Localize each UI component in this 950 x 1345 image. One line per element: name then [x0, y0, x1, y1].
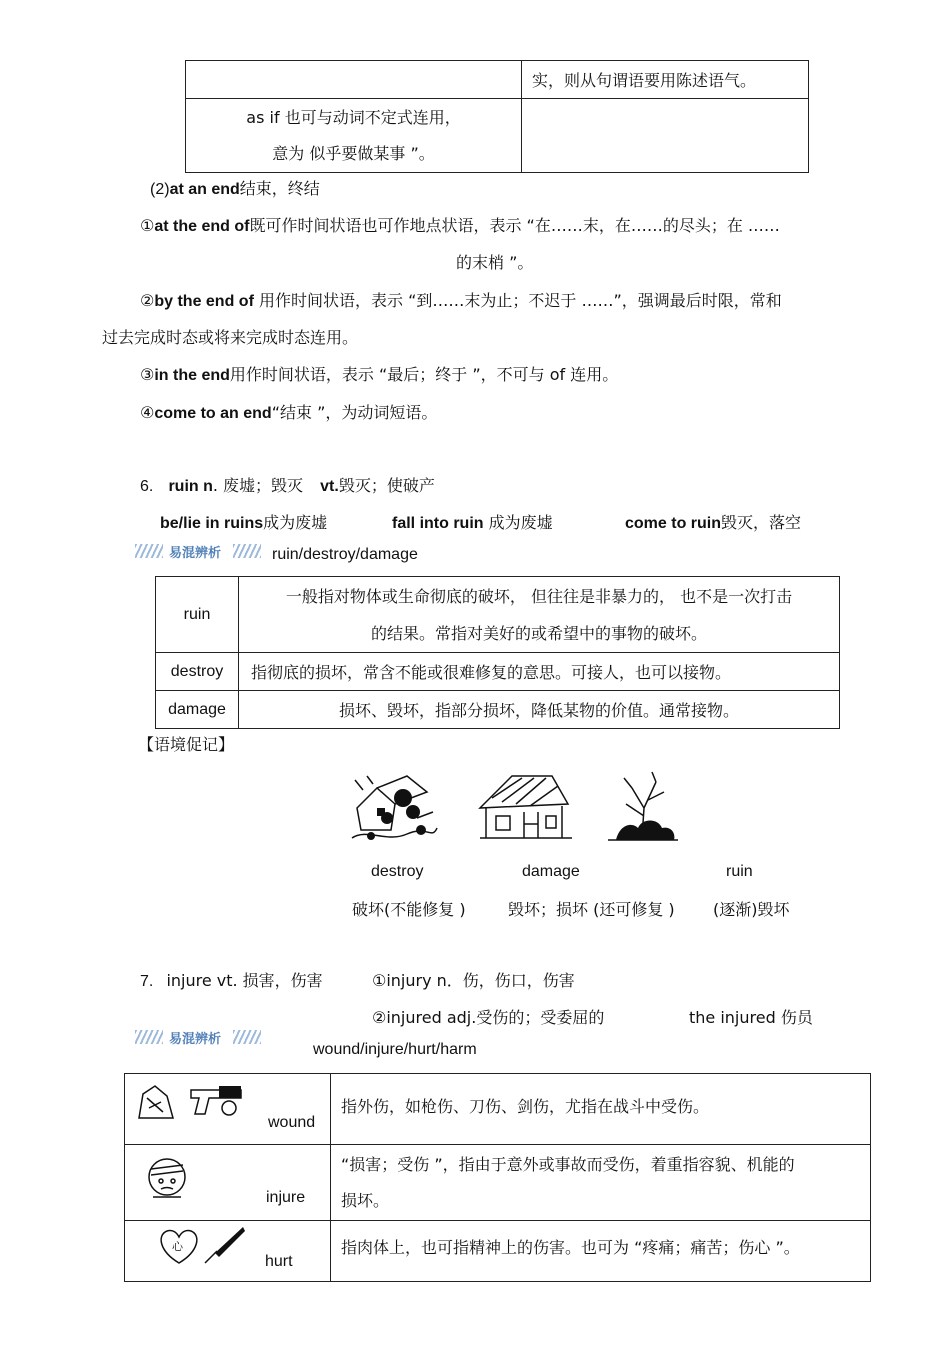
top-table-cell [186, 99, 522, 173]
entry-heading [140, 968, 323, 991]
damaged-house-image [472, 768, 576, 846]
word-cell: damage [156, 691, 239, 729]
headword: injure vt. 损害，伤害 [166, 971, 323, 990]
image-caption-cn: 毁坏；损坏 (还可修复 ) [508, 900, 675, 919]
tag-label: 易混辨析 [169, 1032, 222, 1047]
phrase-term: come to ruin [625, 515, 722, 532]
word-label: injure [266, 1189, 306, 1206]
explanation-line: 一般指对物体或生命彻底的破坏， 但往往是非暴力的， 也不是一次打击 [285, 586, 793, 606]
text: 既可作时间状语也可作地点状语，表示 “在……末，在……的尽头；在 …… [249, 216, 780, 235]
top-table-cell [522, 61, 809, 99]
explanation-cell [239, 577, 840, 653]
definition: 毁灭；使破产 [338, 476, 435, 495]
paragraph-continuation [456, 250, 533, 273]
text: “结束 ”，为动词短语。 [271, 403, 438, 422]
wound-image [133, 1078, 253, 1124]
top-table [185, 60, 809, 173]
definition: . 废墟；毁灭 [212, 476, 304, 495]
text: 用作时间状语，表示 “最后；终于 ”，不可与 of 连用。 [229, 365, 619, 384]
tag-stripes [233, 544, 261, 558]
image-caption-cn: 破坏(不能修复 ) [352, 900, 466, 919]
phrase-meaning: 成为废墟 [483, 513, 553, 532]
text: 的末梢 ”。 [456, 253, 534, 272]
phrase [160, 510, 327, 533]
paragraph [140, 362, 618, 385]
term: at the end of [154, 218, 250, 235]
explanation-cell: 指彻底的损坏，常含不能或很难修复的意思。可接人，也可以接物。 [239, 653, 840, 691]
confusable-tag [135, 542, 265, 560]
compare-table [155, 576, 840, 729]
paragraph [140, 288, 782, 311]
meaning: 结束，终结 [239, 179, 320, 198]
word-label: hurt [265, 1253, 293, 1270]
word-label: wound [268, 1114, 316, 1131]
image-caption: destroy [371, 863, 424, 880]
compare-table [124, 1073, 871, 1282]
term: in the end [154, 367, 230, 384]
cell-text: 意为 似乎要做某事 ”。 [272, 143, 435, 163]
phrase-meaning: 毁灭，落空 [721, 513, 802, 532]
ruin-tree-image [602, 768, 682, 846]
phrase-meaning: 成为废墟 [263, 513, 328, 532]
explanation-cell: 损坏、毁坏，指部分损坏，降低某物的价值。通常接物。 [239, 691, 840, 729]
explanation-cell: 指肉体上，也可指精神上的伤害。也可为 “疼痛；痛苦；伤心 ”。 [331, 1221, 871, 1282]
word-cell: ruin [156, 577, 239, 653]
entry-heading [140, 473, 435, 496]
item-number: (2) [150, 181, 170, 198]
image-caption: damage [522, 863, 580, 880]
injured-face-image [143, 1151, 191, 1205]
text: 过去完成时态或将来完成时态连用。 [102, 328, 359, 347]
cell-text: 实，则从句谓语要用陈述语气。 [532, 71, 757, 90]
confusable-tag [135, 1028, 265, 1046]
context-heading: 【语境促记】 [138, 735, 235, 754]
explanation-line: “损害；受伤 ”，指由于意外或事故而受伤，着重指容貌、机能的 [341, 1154, 795, 1174]
word-cell: destroy [156, 653, 239, 691]
phrase-term: be/lie in ruins [160, 515, 264, 532]
cell-text: as if 也可与动词不定式连用， [246, 107, 461, 127]
paragraph [140, 400, 437, 423]
destroyed-house-image [347, 768, 439, 846]
item-mark: ③ [140, 365, 155, 384]
tag-stripes [135, 544, 163, 558]
image-caption-cn: (逐渐)毁坏 [713, 900, 790, 919]
term: come to an end [154, 405, 272, 422]
compare-title: wound/injure/hurt/harm [313, 1041, 477, 1058]
item-mark: ② [140, 291, 155, 310]
image-caption: ruin [726, 863, 753, 880]
item-mark: ④ [140, 403, 155, 422]
entry-number: 6. [140, 478, 154, 495]
heart-char: 心 [172, 1240, 183, 1253]
derivative: the injured 伤员 [689, 1008, 813, 1027]
explanation-cell [331, 1145, 871, 1221]
derivative: ②injured adj.受伤的；受委屈的 [372, 1008, 605, 1027]
entry-number: 7. [140, 973, 154, 990]
phrase-term: fall into ruin [392, 515, 484, 532]
term: by the end of [154, 293, 254, 310]
tag-stripes [233, 1030, 261, 1044]
explanation-line: 的结果。常指对美好的或希望中的事物的破坏。 [370, 623, 707, 643]
phrase [392, 510, 553, 533]
heart-knife-image [155, 1225, 250, 1267]
explanation-line: 损坏。 [341, 1190, 390, 1210]
explanation-cell: 指外伤，如枪伤、刀伤、剑伤，尤指在战斗中受伤。 [331, 1074, 871, 1145]
derivative: ①injury n．伤，伤口，伤害 [372, 971, 575, 990]
top-table-cell [186, 61, 522, 99]
item-mark: ① [140, 216, 155, 235]
word-cell [125, 1145, 331, 1221]
text: 用作时间状语，表示 “到……末为止；不迟于 ……”，强调最后时限，常和 [253, 291, 782, 310]
compare-title: ruin/destroy/damage [272, 546, 418, 563]
tag-stripes [135, 1030, 163, 1044]
headword: ruin n [168, 478, 213, 495]
phrase [625, 510, 801, 533]
term: at an end [169, 181, 240, 198]
tag-label: 易混辨析 [169, 546, 222, 561]
subsection-heading [150, 176, 320, 199]
paragraph [140, 213, 780, 236]
word-cell [125, 1074, 331, 1145]
pos-label: vt. [320, 478, 339, 495]
top-table-cell [522, 99, 809, 173]
paragraph-continuation [102, 325, 358, 348]
word-cell [125, 1221, 331, 1282]
